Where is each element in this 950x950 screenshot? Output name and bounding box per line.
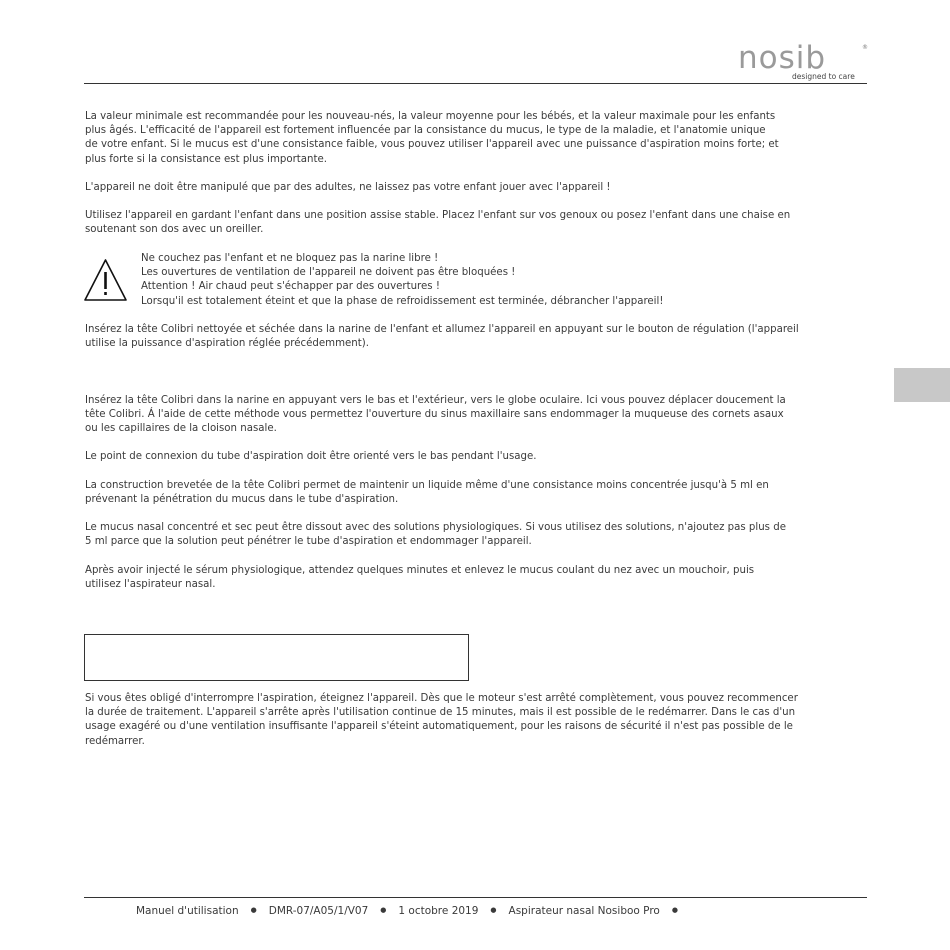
warning-line: Lorsqu'il est totalement éteint et que la phase de refroidissement est terminée, débrancher l'appareil! — [141, 295, 664, 307]
logo-wordmark: nosib — [738, 40, 827, 76]
footer-separator: ● — [671, 906, 678, 914]
paragraph-patented-construction: La construction brevetée de la tête Colibri permet de maintenir un liquide même d'une consistance moins concentrée jusqu'à 5 ml en prévenant la pénétration du mucus dans le tube d'aspiration. — [85, 480, 769, 506]
footer — [136, 905, 690, 917]
warning-line: Ne couchez pas l'enfant et ne bloquez pas la narine libre ! — [141, 253, 439, 264]
paragraph-interrupt-suction: Si vous êtes obligé d'interrompre l'aspiration, éteignez l'appareil. Dès que le moteur s'est arrêté complètement, vous pouvez recommencer la durée de traitement. L'appareil s'arrête après l'utilisation continue de 15 minutes, mais il est possible de le redémarrer. Dans le cas d'un usage exagéré ou d'une ventilation insuffisante l'appareil s'éteint automatiquement, pour les raisons de sécurité il n'est pas possible de le redémarrer. — [85, 693, 798, 747]
footer-separator: ● — [380, 906, 387, 914]
paragraph-seated-position: Utilisez l'appareil en gardant l'enfant dans une position assise stable. Placez l'enfant sur vos genoux ou posez l'enfant dans une chaise en soutenant son dos avec un oreiller. — [85, 210, 791, 236]
paragraph-adults-only: L'appareil ne doit être manipulé que par des adultes, ne laissez pas votre enfant jouer avec l'appareil ! — [85, 182, 611, 193]
paragraph-insert-technique: Insérez la tête Colibri dans la narine en appuyant vers le bas et l'extérieur, vers le globe oculaire. Ici vous pouvez déplacer doucement la tête Colibri. Á l'aide de cette méthode vous permettez l'ouverture du sinus maxillaire sans endommager la muqueuse des cornets asaux ou les capillaires de la cloison nasale. — [85, 395, 786, 435]
logo-registered-mark: ® — [862, 44, 868, 51]
empty-note-box — [84, 634, 469, 681]
paragraph-insert-head: Insérez la tête Colibri nettoyée et séchée dans la narine de l'enfant et allumez l'appareil en appuyant sur le bouton de régulation (l'appareil utilise la puissance d'aspiration réglée précédemment). — [85, 324, 799, 350]
brand-logo — [738, 40, 870, 84]
footer-separator: ● — [250, 906, 257, 914]
paragraph-suction-levels: La valeur minimale est recommandée pour les nouveau-nés, la valeur moyenne pour les bébés, et la valeur maximale pour les enfants plus âgés. L'efficacité de l'appareil est fortement influencée par la consistance du mucus, le type de la maladie, et l'anatomie unique de votre enfant. Si le mucus est d'une consistance faible, vous pouvez utiliser l'appareil avec une puissance d'aspiration moins forte; et plus forte si la consistance est plus importante. — [85, 111, 779, 165]
footer-product: Aspirateur nasal Nosiboo Pro — [508, 905, 660, 917]
footer-manual: Manuel d'utilisation — [136, 905, 239, 917]
footer-divider — [84, 897, 867, 898]
side-section-tab — [894, 368, 950, 402]
logo-tagline: designed to care — [792, 72, 855, 81]
footer-separator: ● — [490, 906, 497, 914]
paragraph-after-serum: Après avoir injecté le sérum physiologique, attendez quelques minutes et enlevez le mucus coulant du nez avec un mouchoir, puis utilisez l'aspirateur nasal. — [85, 565, 755, 591]
warning-triangle-icon — [83, 258, 128, 302]
warning-line: Les ouvertures de ventilation de l'appareil ne doivent pas être bloquées ! — [141, 267, 516, 279]
paragraph-physiological-solutions: Le mucus nasal concentré et sec peut être dissout avec des solutions physiologiques. Si vous utilisez des solutions, n'ajoutez pas plus de 5 ml parce que la solution peut pénétrer le tube d'aspiration et endommager l'appareil. — [85, 522, 786, 548]
warning-line: Attention ! Air chaud peut s'échapper par des ouvertures ! — [141, 281, 440, 293]
warning-list — [141, 252, 841, 309]
header-divider — [84, 83, 867, 84]
footer-date: 1 octobre 2019 — [398, 905, 479, 917]
paragraph-connection-point: Le point de connexion du tube d'aspiration doit être orienté vers le bas pendant l'usage. — [85, 451, 537, 462]
footer-doc-code: DMR-07/A05/1/V07 — [268, 905, 369, 917]
